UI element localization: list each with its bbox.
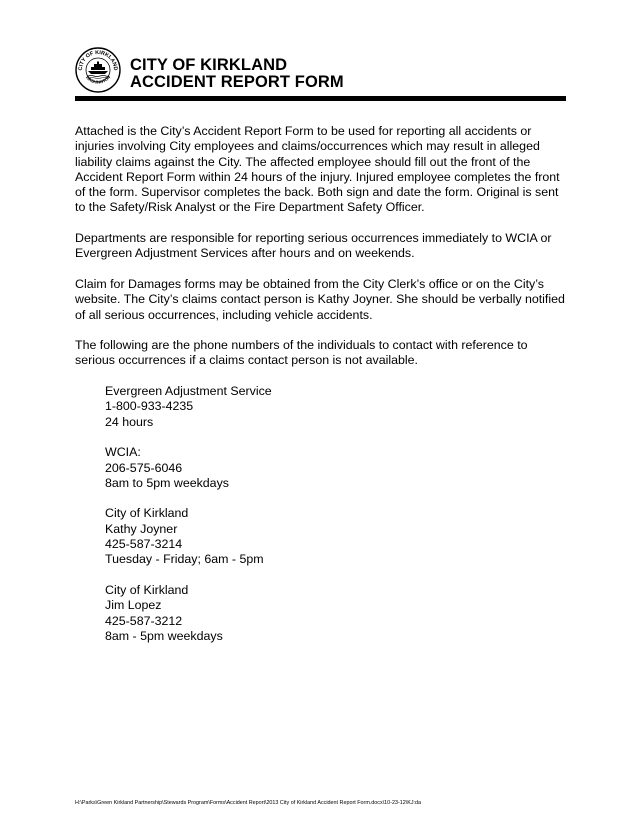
svg-text:WASHINGTON: WASHINGTON (84, 74, 112, 85)
contact-phone: 1-800-933-4235 (105, 399, 194, 414)
file-path-footer: H:\Parks\Green Kirkland Partnership\Stewards Program\Forms\Accident Report\2013 City of Kirkland Accident Report Form.docx\10-23-12\KJ:da (75, 800, 422, 806)
contact-entry-evergreen (105, 384, 566, 430)
contact-hours: Tuesday - Friday; 6am - 5pm (105, 552, 264, 567)
responsibility-paragraph: Departments are responsible for reporting serious occurrences immediately to WCIA or Evergreen Adjustment Services after hours and on weekends. (75, 231, 552, 261)
title-block (130, 57, 344, 91)
contact-hours: 24 hours (105, 414, 154, 429)
header-divider (75, 96, 566, 101)
contact-name: Kathy Joyner (105, 521, 178, 536)
claims-paragraph: Claim for Damages forms may be obtained from the City Clerk’s office or on the City’s website. The City’s claims contact person is Kathy Joyner. She should be verbally notified of all serious occurrences, including vehicle accidents. (75, 276, 565, 322)
phone-list-intro: The following are the phone numbers of the individuals to contact with reference to serious occurrences if a claims contact person is not available. (75, 338, 528, 368)
contact-list (105, 384, 566, 644)
contact-entry-jim-lopez (105, 583, 566, 644)
document-header (75, 47, 566, 101)
contact-hours: 8am - 5pm weekdays (105, 628, 223, 643)
contact-name: Jim Lopez (105, 598, 162, 613)
contact-name: Evergreen Adjustment Service (105, 384, 272, 399)
form-title: ACCIDENT REPORT FORM (130, 73, 344, 91)
svg-text:CITY OF KIRKLAND: CITY OF KIRKLAND (77, 49, 119, 71)
city-seal-logo (75, 47, 121, 93)
contact-phone: 206-575-6046 (105, 460, 183, 475)
contact-organization: City of Kirkland (105, 582, 189, 597)
contact-hours: 8am to 5pm weekdays (105, 475, 229, 490)
document-body (75, 124, 566, 659)
contact-phone: 425-587-3214 (105, 537, 183, 552)
contact-entry-kathy-joyner (105, 506, 566, 567)
contact-entry-wcia (105, 445, 566, 491)
intro-paragraph: Attached is the City’s Accident Report Form to be used for reporting all accidents or injuries involving City employees and claims/occurrences which may result in alleged liability claims against the City. The affected employee should fill out the front of the Accident Report Form within 24 hours of the injury. Injured employee completes the front of the form. Supervisor completes the back. Both sign and date the form. Original is sent to the Safety/Risk Analyst or the Fire Department Safety Officer. (75, 124, 560, 215)
contact-phone: 425-587-3212 (105, 613, 183, 628)
contact-name: WCIA: (105, 445, 141, 460)
contact-organization: City of Kirkland (105, 506, 189, 521)
city-title: CITY OF KIRKLAND (130, 56, 288, 74)
